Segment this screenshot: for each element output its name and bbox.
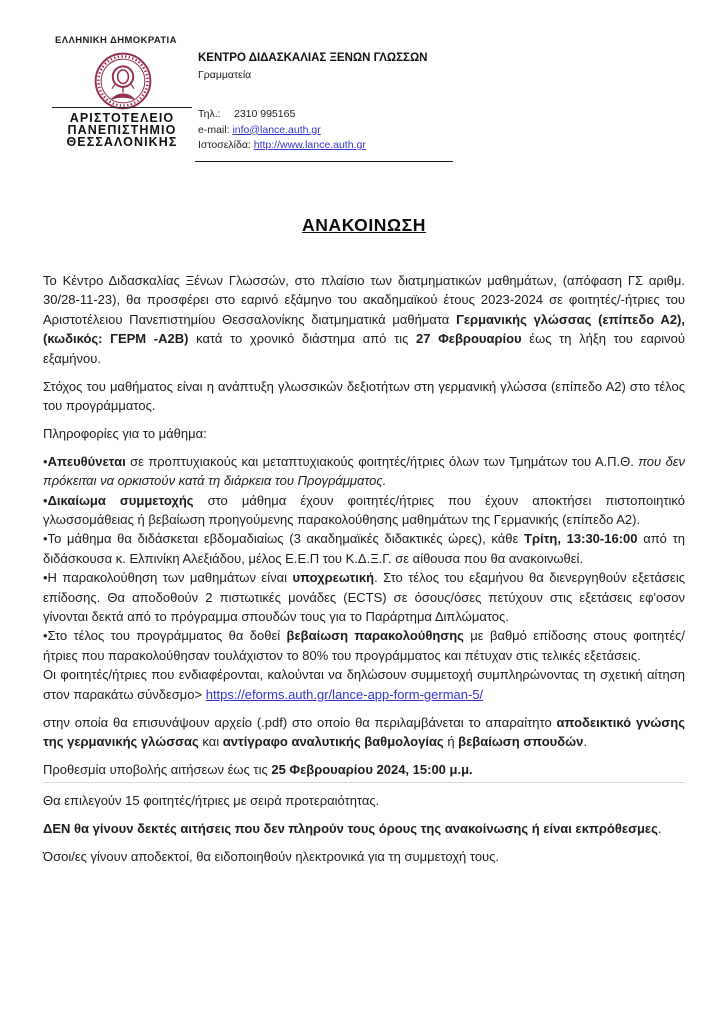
text-segment: αντίγραφο αναλυτικής βαθμολογίας bbox=[222, 733, 444, 749]
text-segment: • bbox=[43, 492, 48, 508]
text-segment: Δικαίωμα συμμετοχής bbox=[47, 492, 194, 508]
phone-label: Τηλ.: bbox=[198, 108, 221, 120]
eforms-link[interactable]: https://eforms.auth.gr/lance-app-form-german-5/ bbox=[205, 686, 484, 702]
info-heading bbox=[43, 424, 685, 443]
text-segment: και bbox=[198, 733, 223, 749]
website-line bbox=[198, 138, 366, 154]
website-label: Ιστοσελίδα: bbox=[198, 139, 251, 151]
deadline-paragraph bbox=[43, 760, 685, 783]
university-line: ΑΡΙΣΤΟΤΕΛΕΙΟ bbox=[69, 111, 175, 125]
bullet-attendance bbox=[43, 568, 685, 626]
attachment-paragraph bbox=[43, 713, 685, 752]
university-line: ΘΕΣΣΑΛΟΝΙΚΗΣ bbox=[66, 135, 178, 149]
text-segment: . bbox=[583, 733, 587, 749]
text-segment: στην οποία θα επισυνάψουν αρχείο (.pdf) στο οποίο θα περιλαμβάνεται το απαραίτητο bbox=[43, 714, 557, 730]
text-segment: Όσοι/ες γίνουν αποδεκτοί, θα ειδοποιηθούν ηλεκτρονικά για τη συμμετοχή τους. bbox=[43, 849, 500, 865]
bullet-eligibility bbox=[43, 491, 685, 530]
selection-paragraph bbox=[43, 791, 685, 810]
office-label: Γραμματεία bbox=[198, 69, 252, 81]
page-title: ΑΝΑΚΟΙΝΩΣΗ bbox=[301, 215, 427, 235]
email-line bbox=[198, 123, 366, 139]
bullet-certificate bbox=[43, 626, 685, 665]
text-segment: υποχρεωτική bbox=[292, 570, 375, 586]
text-segment: Τρίτη, 13:30-16:00 bbox=[524, 531, 638, 547]
text-segment: •Το μάθημα θα διδάσκεται εβδομαδιαίως (3 ακαδημαϊκές διδακτικές ώρες), κάθε bbox=[43, 531, 525, 547]
text-segment: ΔΕΝ θα γίνουν δεκτές αιτήσεις που δεν πληρούν τους όρους της ανακοίνωσης ή είναι εκπρόθεσμες bbox=[43, 821, 658, 837]
text-segment: • bbox=[43, 453, 48, 469]
text-segment: •Στο τέλος του προγράμματος θα δοθεί bbox=[43, 628, 287, 644]
text-segment: κατά το χρονικό διάστημα από τις bbox=[188, 331, 417, 347]
text-segment: που δεν πρόκειται να ορκιστούν κατά τη διάρκεια του Προγράμματος. bbox=[43, 453, 686, 489]
document-body bbox=[43, 271, 685, 875]
text-segment: Το Κέντρο Διδασκαλίας Ξένων Γλωσσών, στο πλαίσιο των διατμηματικών μαθημάτων, (απόφαση ΓΣ αριθμ. 30/28-11-23), θα προσφέρει στο εαρινό εξάμηνο του ακαδημαϊκού έτους 2023-2024 σε φοιτητές/-ήτριες του Αριστοτέλειου Πανεπιστημίου Θεσσαλονίκης διατμηματικά μαθήματα bbox=[43, 273, 685, 327]
text-segment: από τη διδάσκουσα κ. Ελπινίκη Αλεξιάδου, μέλος Ε.Ε.Π του Κ.Δ.Ξ.Γ. σε αίθουσα που θα ανακοινωθεί. bbox=[43, 531, 685, 566]
logo-divider bbox=[52, 107, 192, 108]
text-segment: Απευθύνεται bbox=[47, 453, 126, 469]
goal-paragraph bbox=[43, 377, 685, 416]
header-divider bbox=[195, 161, 453, 162]
text-segment: . Στο τέλος του εξαμήνου θα διενεργηθούν εξετάσεις επίδοσης. Θα αποδοθούν 2 πιστωτικές μονάδες (ECTS) σε όσους/όσες πετύχουν στις εξετάσεις εφ'οσον γίνονται δεκτά από το πρόγραμμα σπουδών τους για το Παράρτημα Διπλώματος. bbox=[43, 570, 685, 624]
text-segment: Προθεσμία υποβολής αιτήσεων έως τις bbox=[43, 761, 272, 777]
university-name bbox=[47, 112, 197, 148]
contact-block bbox=[198, 107, 366, 154]
text-segment: αποδεικτικό γνώσης της γερμανικής γλώσσας bbox=[43, 714, 685, 749]
website-link[interactable]: http://www.lance.auth.gr bbox=[253, 139, 366, 151]
text-segment: . bbox=[657, 821, 662, 837]
email-link[interactable]: info@lance.auth.gr bbox=[232, 123, 321, 136]
phone-number: 2310 995165 bbox=[234, 108, 296, 120]
university-line: ΠΑΝΕΠΙΣΤΗΜΙΟ bbox=[67, 123, 177, 137]
text-segment: •Η παρακολούθηση των μαθημάτων είναι bbox=[43, 570, 293, 586]
intro-paragraph bbox=[43, 271, 685, 368]
rejection-paragraph bbox=[43, 819, 685, 838]
republic-label: ΕΛΛΗΝΙΚΗ ΔΗΜΟΚΡΑΤΙΑ bbox=[55, 35, 177, 46]
bullet-schedule bbox=[43, 529, 685, 568]
text-segment: βεβαίωση παρακολούθησης bbox=[286, 628, 464, 644]
notification-paragraph bbox=[43, 847, 685, 866]
text-segment: βεβαίωση σπουδών bbox=[458, 733, 584, 749]
text-segment: Θα επιλεγούν 15 φοιτητές/ήτριες με σειρά προτεραιότητας. bbox=[43, 793, 380, 809]
text-segment: Στόχος του μαθήματος είναι η ανάπτυξη γλωσσικών δεξιοτήτων στη γερμανική γλώσσα (επίπεδο Α2) στο τέλος του προγράμματος. bbox=[43, 378, 685, 413]
text-segment: ή bbox=[443, 733, 459, 749]
department-name: ΚΕΝΤΡΟ ΔΙΔΑΣΚΑΛΙΑΣ ΞΕΝΩΝ ΓΛΩΣΣΩΝ bbox=[198, 52, 428, 64]
phone-line bbox=[198, 107, 366, 123]
text-segment: έως τη λήξη του εαρινού εξαμήνου. bbox=[43, 331, 685, 366]
bullet-audience bbox=[43, 452, 685, 491]
text-segment: με βαθμό επίδοσης στους φοιτητές/ήτριες που παρακολούθησαν τουλάχιστον το 80% του προγράμματος και πέτυχαν στις τελικές εξετάσεις. bbox=[43, 628, 685, 663]
text-segment: Οι φοιτητές/ήτριες που ενδιαφέρονται, καλούνται να δηλώσουν συμμετοχή συμπληρώνοντας τη σχετική αίτηση στον παρακάτω σύνδεσμο> bbox=[43, 667, 685, 702]
text-segment: 25 Φεβρουαρίου 2024, 15:00 μ.μ. bbox=[271, 761, 473, 777]
application-paragraph bbox=[43, 665, 685, 704]
text-segment: Γερμανικής γλώσσας (επίπεδο Α2), (κωδικός: ΓΕΡΜ -Α2Β) bbox=[43, 311, 685, 347]
text-segment: Πληροφορίες για το μάθημα: bbox=[43, 425, 207, 441]
text-segment: 27 Φεβρουαρίου bbox=[416, 331, 522, 347]
text-segment: σε προπτυχιακούς και μεταπτυχιακούς φοιτητές/ήτριες όλων των Τμημάτων του Α.Π.Θ. bbox=[125, 453, 639, 469]
email-label: e-mail: bbox=[198, 123, 230, 136]
auth-seal-icon bbox=[94, 52, 152, 110]
text-segment: στο μάθημα έχουν φοιτητές/ήτριες που έχουν αποκτήσει πιστοποιητικό γλωσσομάθειας ή βεβαίωση προηγούμενης παρακολούθησης μαθημάτων της Γερμανικής (επίπεδο Α2). bbox=[43, 492, 685, 527]
